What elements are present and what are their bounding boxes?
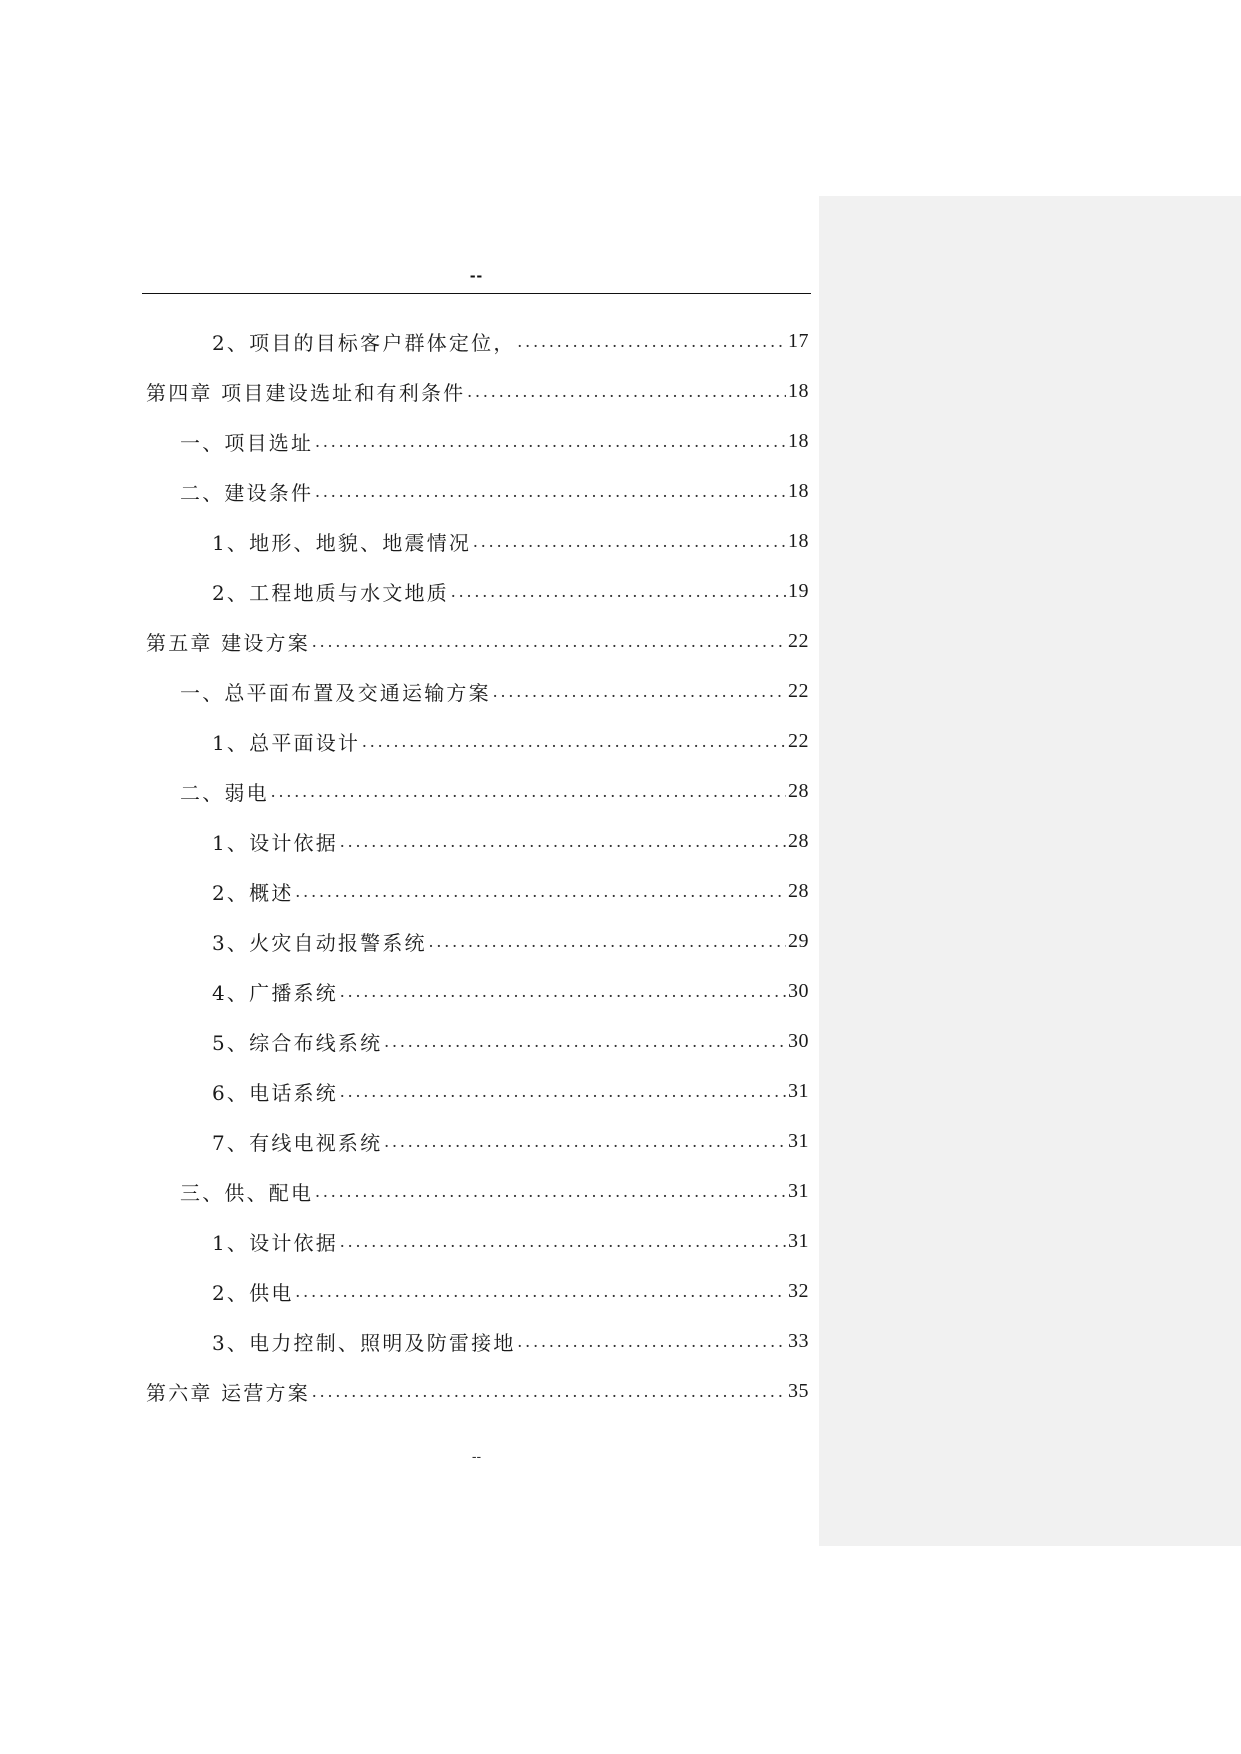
toc-entry[interactable] [142,1166,811,1216]
toc-dot-leader [296,881,786,902]
toc-entry[interactable] [142,466,811,516]
toc-dot-leader [451,581,786,602]
toc-entry-page-number: 30 [788,1029,809,1052]
toc-dot-leader [473,531,786,552]
toc-dot-leader [271,781,786,802]
toc-entry-label: 2、供电 [212,1280,294,1305]
toc-entry-page-number: 28 [788,829,809,852]
toc-entry[interactable] [142,716,811,766]
toc-entry-label: 2、项目的目标客户群体定位， [212,330,516,355]
toc-entry[interactable] [142,816,811,866]
toc-entry[interactable] [142,1066,811,1116]
toc-entry-page-number: 28 [788,879,809,902]
toc-dot-leader [315,1181,786,1202]
toc-entry[interactable] [142,1116,811,1166]
toc-dot-leader [362,731,786,752]
toc-dot-leader [340,1231,786,1252]
toc-entry-page-number: 22 [788,629,809,652]
toc-entry-label: 1、总平面设计 [212,730,361,755]
toc-entry-label: 7、有线电视系统 [212,1130,383,1155]
toc-dot-leader [493,681,786,702]
toc-entry-label: 第四章 项目建设选址和有利条件 [146,380,466,405]
toc-entry-label: 三、供、配电 [180,1180,314,1205]
toc-entry-page-number: 28 [788,779,809,802]
toc-entry-page-number: 31 [788,1079,809,1102]
toc-entry-page-number: 18 [788,529,809,552]
toc-entry-page-number: 31 [788,1179,809,1202]
toc-entry-page-number: 18 [788,429,809,452]
toc-entry[interactable] [142,1266,811,1316]
toc-dot-leader [467,381,786,402]
toc-entry-label: 3、火灾自动报警系统 [212,930,427,955]
toc-entry-label: 二、弱电 [180,780,269,805]
toc-dot-leader [340,831,786,852]
toc-entry[interactable] [142,1366,811,1416]
toc-entry-page-number: 22 [788,679,809,702]
toc-entry-label: 1、设计依据 [212,1230,338,1255]
table-of-contents [142,316,811,1416]
toc-entry-page-number: 30 [788,979,809,1002]
toc-dot-leader [315,431,786,452]
toc-entry-label: 6、电话系统 [212,1080,338,1105]
toc-dot-leader [384,1131,786,1152]
toc-entry-label: 第六章 运营方案 [146,1380,310,1405]
toc-dot-leader [315,481,786,502]
toc-entry-page-number: 31 [788,1229,809,1252]
toc-entry-label: 1、设计依据 [212,830,338,855]
toc-entry-label: 二、建设条件 [180,480,314,505]
toc-entry[interactable] [142,566,811,616]
toc-entry-label: 3、电力控制、照明及防雷接地 [212,1330,516,1355]
page-header-mark: -- [469,266,484,285]
toc-entry[interactable] [142,916,811,966]
toc-entry-page-number: 19 [788,579,809,602]
toc-entry-label: 1、地形、地貌、地震情况 [212,530,472,555]
toc-entry[interactable] [142,316,811,366]
comment-pane [819,196,1241,1546]
toc-dot-leader [312,631,786,652]
header-divider [142,293,811,294]
toc-dot-leader [518,1331,786,1352]
toc-entry[interactable] [142,766,811,816]
toc-entry-page-number: 33 [788,1329,809,1352]
toc-entry-label: 2、工程地质与水文地质 [212,580,449,605]
page-footer-mark: -- [471,1448,482,1464]
toc-dot-leader [312,1381,786,1402]
toc-entry-page-number: 22 [788,729,809,752]
toc-entry-page-number: 31 [788,1129,809,1152]
toc-entry[interactable] [142,416,811,466]
toc-entry[interactable] [142,666,811,716]
toc-entry[interactable] [142,966,811,1016]
toc-entry-page-number: 29 [788,929,809,952]
toc-dot-leader [429,931,786,952]
toc-entry-label: 一、项目选址 [180,430,314,455]
toc-dot-leader [296,1281,786,1302]
toc-entry-page-number: 35 [788,1379,809,1402]
toc-entry-page-number: 32 [788,1279,809,1302]
toc-entry-label: 5、综合布线系统 [212,1030,383,1055]
toc-entry[interactable] [142,366,811,416]
toc-entry[interactable] [142,616,811,666]
toc-dot-leader [384,1031,786,1052]
toc-entry[interactable] [142,866,811,916]
toc-entry-label: 2、概述 [212,880,294,905]
toc-entry-label: 一、总平面布置及交通运输方案 [180,680,491,705]
toc-entry-label: 第五章 建设方案 [146,630,310,655]
toc-entry-page-number: 18 [788,379,809,402]
toc-entry-page-number: 18 [788,479,809,502]
toc-entry[interactable] [142,516,811,566]
toc-entry-page-number: 17 [788,329,809,352]
toc-dot-leader [518,331,786,352]
toc-dot-leader [340,1081,786,1102]
toc-entry[interactable] [142,1216,811,1266]
toc-entry[interactable] [142,1016,811,1066]
toc-entry[interactable] [142,1316,811,1366]
toc-entry-label: 4、广播系统 [212,980,338,1005]
toc-dot-leader [340,981,786,1002]
